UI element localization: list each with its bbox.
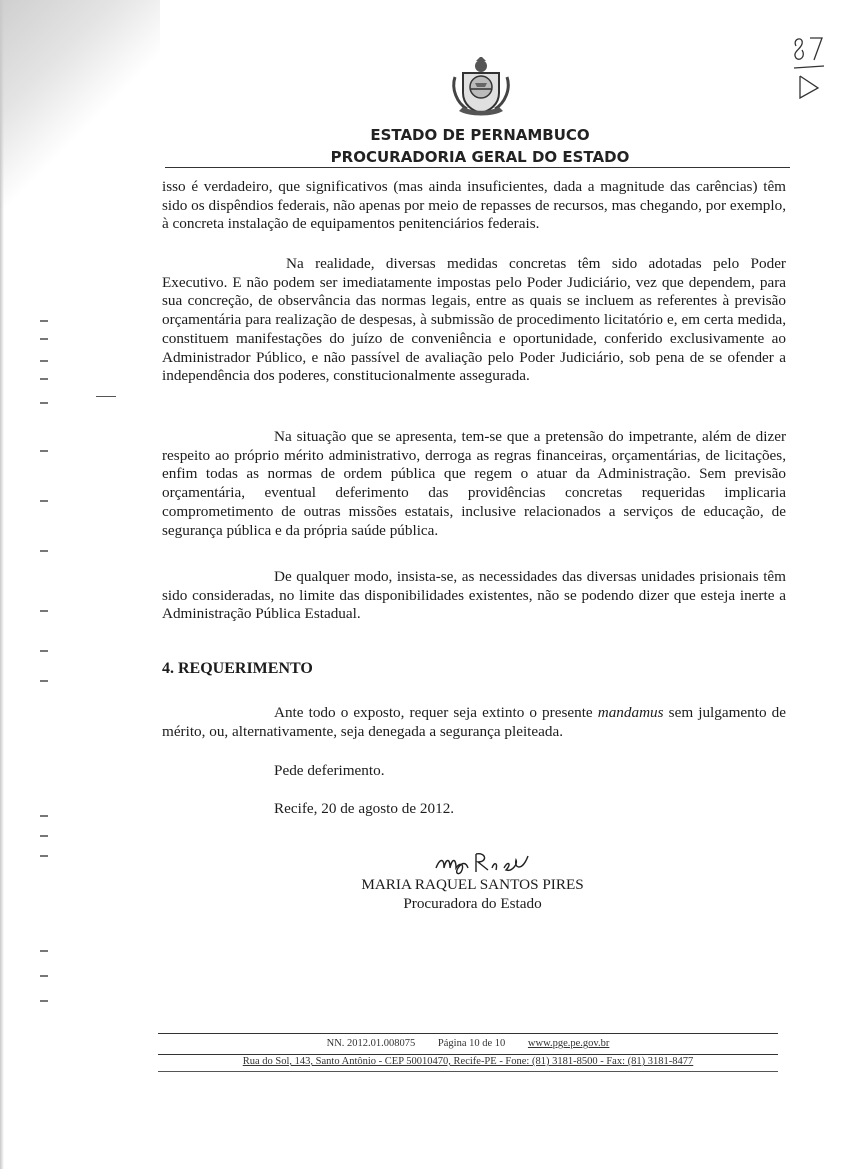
process-number: NN. 2012.01.008075 [326,1038,416,1049]
pernambuco-coat-of-arms-icon [449,57,513,119]
punch-hole-mark [96,396,116,397]
footer-divider-middle [158,1054,778,1055]
footer-address: Rua do Sol, 143, Santo Antônio - CEP 50010470, Recife-PE - Fone: (81) 3181-8500 - Fax: (81) 3181-8477 [242,1056,694,1067]
website-link[interactable]: www.pge.pe.gov.br [527,1038,610,1049]
scan-edge [0,0,4,1169]
footer-divider-top [158,1033,778,1034]
binding-marks [40,310,60,1010]
closing-request: Pede deferimento. [274,762,385,779]
handwritten-page-number [790,32,830,102]
request-paragraph [162,704,786,741]
agency-name: PROCURADORIA GERAL DO ESTADO [330,148,630,166]
request-text-end: sem julgamento de mérito, ou, alternativamente, seja denegada a segurança pleiteada. [162,704,786,740]
body-paragraph-2: Na realidade, diversas medidas concretas têm sido adotadas pelo Poder Executivo. E não podem ser imediatamente impostas pelo Poder Judiciário, vez que dependem, para sua concreção, de observância das normas legais, entre as quais se incluem as referentes à previsão orçamentária para realização de despesas, à submissão de procedimento licitatório e, em certa medida, constituem manifestações do juízo de conveniência e oportunidade, conferido exclusivamente ao Administrador Público, e não passível de avaliação pelo Poder Judiciário, sob pena de se ofender a independência dos poderes, constitucionalmente assegurada. [162,255,786,385]
signer-name: MARIA RAQUEL SANTOS PIRES [361,876,584,893]
request-latin-term: mandamus [597,704,664,721]
body-paragraph-3: Na situação que se apresenta, tem-se que a pretensão do impetrante, além de dizer respeito ao próprio mérito administrativo, derroga as regras financeiras, orçamentárias, de licitações, enfim todas as normas de ordem pública que regem o atuar da Administração. Sem previsão orçamentária, eventual deferimento das providências concretas requeridas implicaria comprometimento de outras missões estatais, inclusive relacionados a serviços de educação, de segurança pública e da própria saúde pública. [162,428,786,539]
body-paragraph-1: isso é verdadeiro, que significativos (mas ainda insuficientes, dada a magnitude das carências) têm sido os dispêndios federais, não apenas por meio de repasses de recursos, mas chegando, por exemplo, à concreta instalação de equipamentos penitenciários federais. [162,178,786,233]
page-info: Página 10 de 10 [437,1038,506,1049]
section-heading: 4. REQUERIMENTO [162,660,313,677]
scan-shadow [0,0,160,230]
closing-date: Recife, 20 de agosto de 2012. [274,800,455,817]
signer-title: Procuradora do Estado [403,895,542,912]
state-name: ESTADO DE PERNAMBUCO [370,126,590,144]
footer-divider-bottom [158,1071,778,1072]
footer-info [158,1038,778,1049]
header-divider [165,167,790,168]
body-paragraph-4: De qualquer modo, insista-se, as necessidades das diversas unidades prisionais têm sido consideradas, no limite das disponibilidades existentes, não se podendo dizer que esteja inerte a Administração Pública Estadual. [162,568,786,623]
request-text-start: Ante todo o exposto, requer seja extinto o presente [274,704,598,721]
